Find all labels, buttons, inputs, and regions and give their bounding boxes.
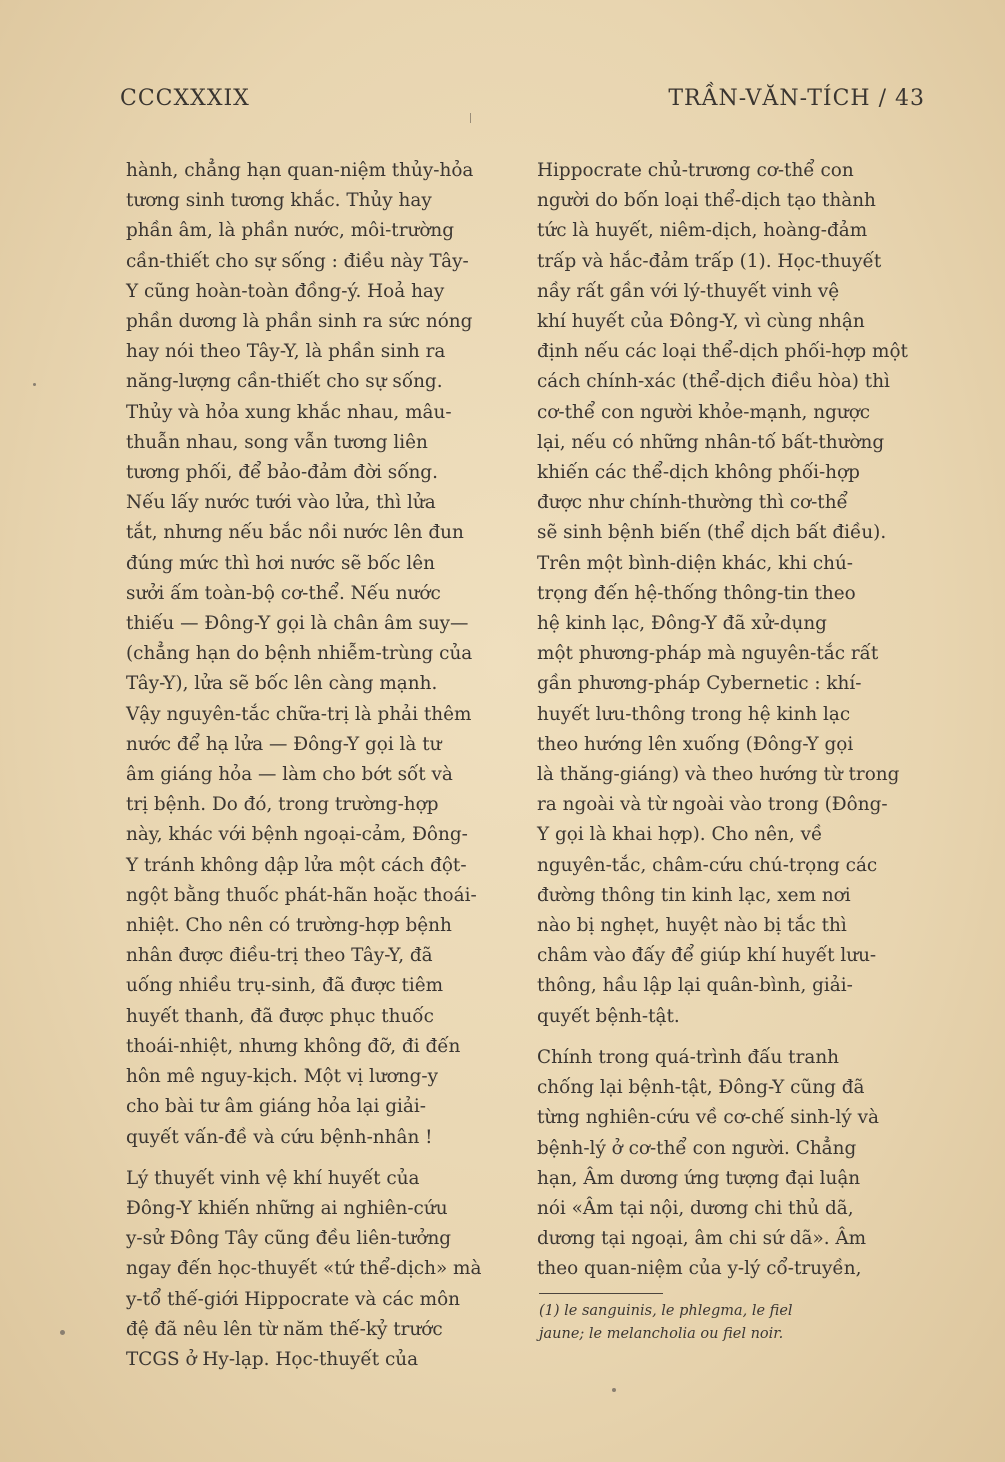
text-line: theo quan-niệm của y-lý cổ-truyền, xyxy=(537,1258,862,1280)
header-right: TRẦN-VĂN-TÍCH / 43 xyxy=(668,85,925,111)
right-column xyxy=(537,156,927,1285)
text-line: từng nghiên-cứu về cơ-chế sinh-lý và xyxy=(537,1107,879,1129)
text-line: hành, chẳng hạn quan-niệm thủy-hỏa xyxy=(126,160,474,181)
text-line: Y tránh không dập lửa một cách đột- xyxy=(126,854,467,876)
text-line: nói «Âm tại nội, dương chi thủ dã, xyxy=(537,1197,854,1219)
text-line: Vậy nguyên-tắc chữa-trị là phải thêm xyxy=(126,703,472,725)
speck xyxy=(612,1388,616,1392)
text-line: ra ngoài và từ ngoài vào trong (Đông- xyxy=(537,794,888,816)
text-line: Đông-Y khiến những ai nghiên-cứu xyxy=(126,1197,448,1219)
left-paragraph-1 xyxy=(126,156,510,1153)
text-line: nguyên-tắc, châm-cứu chú-trọng các xyxy=(537,854,878,876)
text-line: hạn, Âm dương ứng tượng đại luận xyxy=(537,1167,861,1189)
text-line: bệnh-lý ở cơ-thể con người. Chẳng xyxy=(537,1137,857,1159)
text-line: quyết vấn-đề và cứu bệnh-nhân ! xyxy=(126,1126,433,1148)
running-header xyxy=(120,80,925,116)
text-line: khiến các thể-dịch không phối-hợp xyxy=(537,462,860,484)
text-line: nhân được điều-trị theo Tây-Y, đã xyxy=(126,945,433,967)
text-line: Y cũng hoàn-toàn đồng-ý. Hoả hay xyxy=(126,280,445,302)
text-line: (chẳng hạn do bệnh nhiễm-trùng của xyxy=(126,643,473,665)
text-line: theo hướng lên xuống (Đông-Y gọi xyxy=(537,733,854,755)
text-line: là thăng-giáng) và theo hướng từ trong xyxy=(537,764,900,786)
paragraph-gap xyxy=(126,1153,510,1164)
text-line: trọng đến hệ-thống thông-tin theo xyxy=(537,582,856,604)
speck xyxy=(33,383,36,386)
text-line: cần-thiết cho sự sống : điều này Tây- xyxy=(126,250,469,272)
print-mark xyxy=(470,113,471,123)
footnote xyxy=(539,1300,929,1346)
text-line: huyết thanh, đã được phục thuốc xyxy=(126,1005,434,1027)
text-line: cơ-thể con người khỏe-mạnh, ngược xyxy=(537,401,871,423)
text-line: thoái-nhiệt, nhưng không đỡ, đi đến xyxy=(126,1035,461,1057)
text-line: Chính trong quá-trình đấu tranh xyxy=(537,1046,840,1068)
text-line: trấp và hắc-đảm trấp (1). Học-thuyết xyxy=(537,250,882,272)
text-line: cho bài tư âm giáng hỏa lại giải- xyxy=(126,1096,426,1118)
text-line: thông, hầu lập lại quân-bình, giải- xyxy=(537,975,853,997)
text-line: năng-lượng cần-thiết cho sự sống. xyxy=(126,371,443,393)
left-column xyxy=(126,156,510,1375)
text-line: chống lại bệnh-tật, Đông-Y cũng đã xyxy=(537,1077,865,1099)
footnote-line: (1) le sanguinis, le phlegma, le fiel xyxy=(539,1303,793,1319)
text-line: Tây-Y), lửa sẽ bốc lên càng mạnh. xyxy=(126,673,438,695)
text-line: ngột bằng thuốc phát-hãn hoặc thoái- xyxy=(126,884,477,906)
text-line: một phương-pháp mà nguyên-tắc rất xyxy=(537,643,879,665)
text-line: tức là huyết, niêm-dịch, hoàng-đảm xyxy=(537,220,868,242)
text-line: TCGS ở Hy-lạp. Học-thuyết của xyxy=(126,1348,419,1370)
text-line: quyết bệnh-tật. xyxy=(537,1005,680,1027)
text-line: nào bị nghẹt, huyệt nào bị tắc thì xyxy=(537,915,847,937)
text-line: được như chính-thường thì cơ-thể xyxy=(537,492,848,514)
text-line: huyết lưu-thông trong hệ kinh lạc xyxy=(537,703,851,725)
text-line: phần âm, là phần nước, môi-trường xyxy=(126,220,455,242)
text-line: cách chính-xác (thể-dịch điều hòa) thì xyxy=(537,371,890,393)
paragraph-gap xyxy=(537,1032,927,1043)
text-line: y-sử Đông Tây cũng đều liên-tưởng xyxy=(126,1228,452,1250)
text-line: Thủy và hỏa xung khắc nhau, mâu- xyxy=(126,401,452,423)
footnote-rule xyxy=(539,1293,663,1294)
text-line: Trên một bình-diện khác, khi chú- xyxy=(537,552,854,574)
speck xyxy=(60,1330,65,1335)
text-line: đúng mức thì hơi nước sẽ bốc lên xyxy=(126,552,435,574)
text-line: âm giáng hỏa — làm cho bớt sốt và xyxy=(126,764,453,786)
header-left: CCCXXXIX xyxy=(120,85,250,111)
text-line: trị bệnh. Do đó, trong trường-hợp xyxy=(126,794,439,816)
text-line: khí huyết của Đông-Y, vì cùng nhận xyxy=(537,311,865,333)
text-line: hệ kinh lạc, Đông-Y đã xử-dụng xyxy=(537,613,827,635)
text-line: tương sinh tương khắc. Thủy hay xyxy=(126,190,432,212)
text-line: ngay đến học-thuyết «tứ thể-dịch» mà xyxy=(126,1258,482,1280)
text-line: thuẫn nhau, song vẫn tương liên xyxy=(126,431,428,453)
text-line: lại, nếu có những nhân-tố bất-thường xyxy=(537,431,885,453)
text-line: này, khác với bệnh ngoại-cảm, Đông- xyxy=(126,824,468,846)
text-line: phần dương là phần sinh ra sức nóng xyxy=(126,311,473,333)
text-line: nước để hạ lửa — Đông-Y gọi là tư xyxy=(126,733,442,755)
text-line: đường thông tin kinh lạc, xem nơi xyxy=(537,884,851,906)
text-line: nầy rất gần với lý-thuyết vinh vệ xyxy=(537,280,840,302)
right-paragraph-2 xyxy=(537,1043,927,1285)
text-line: thiếu — Đông-Y gọi là chân âm suy— xyxy=(126,613,469,635)
text-line: Hippocrate chủ-trương cơ-thể con xyxy=(537,160,854,181)
text-line: hay nói theo Tây-Y, là phần sinh ra xyxy=(126,341,446,363)
text-line: hôn mê nguy-kịch. Một vị lương-y xyxy=(126,1066,438,1088)
text-line: châm vào đấy để giúp khí huyết lưu- xyxy=(537,945,877,967)
text-line: sưởi ấm toàn-bộ cơ-thể. Nếu nước xyxy=(126,582,441,604)
text-line: người do bốn loại thể-dịch tạo thành xyxy=(537,190,876,212)
footnote-line: jaune; le melancholia ou fiel noir. xyxy=(539,1326,784,1342)
text-line: gần phương-pháp Cybernetic : khí- xyxy=(537,673,862,695)
text-line: tương phối, để bảo-đảm đời sống. xyxy=(126,462,438,484)
left-paragraph-2 xyxy=(126,1164,510,1375)
text-line: sẽ sinh bệnh biến (thể dịch bất điều). xyxy=(537,522,887,544)
text-line: uống nhiều trụ-sinh, đã được tiêm xyxy=(126,975,444,997)
text-line: tắt, nhưng nếu bắc nồi nước lên đun xyxy=(126,522,464,544)
text-line: đệ đã nêu lên từ năm thế-kỷ trước xyxy=(126,1318,443,1340)
text-line: định nếu các loại thể-dịch phối-hợp một xyxy=(537,341,908,363)
text-line: Nếu lấy nước tưới vào lửa, thì lửa xyxy=(126,492,436,514)
text-line: Lý thuyết vinh vệ khí huyết của xyxy=(126,1167,420,1189)
text-line: dương tại ngoại, âm chi sứ dã». Âm xyxy=(537,1228,867,1250)
right-paragraph-1 xyxy=(537,156,927,1032)
text-line: Y gọi là khai hợp). Cho nên, về xyxy=(537,824,823,846)
text-line: nhiệt. Cho nên có trường-hợp bệnh xyxy=(126,915,452,937)
text-line: y-tổ thế-giới Hippocrate và các môn xyxy=(126,1288,460,1310)
